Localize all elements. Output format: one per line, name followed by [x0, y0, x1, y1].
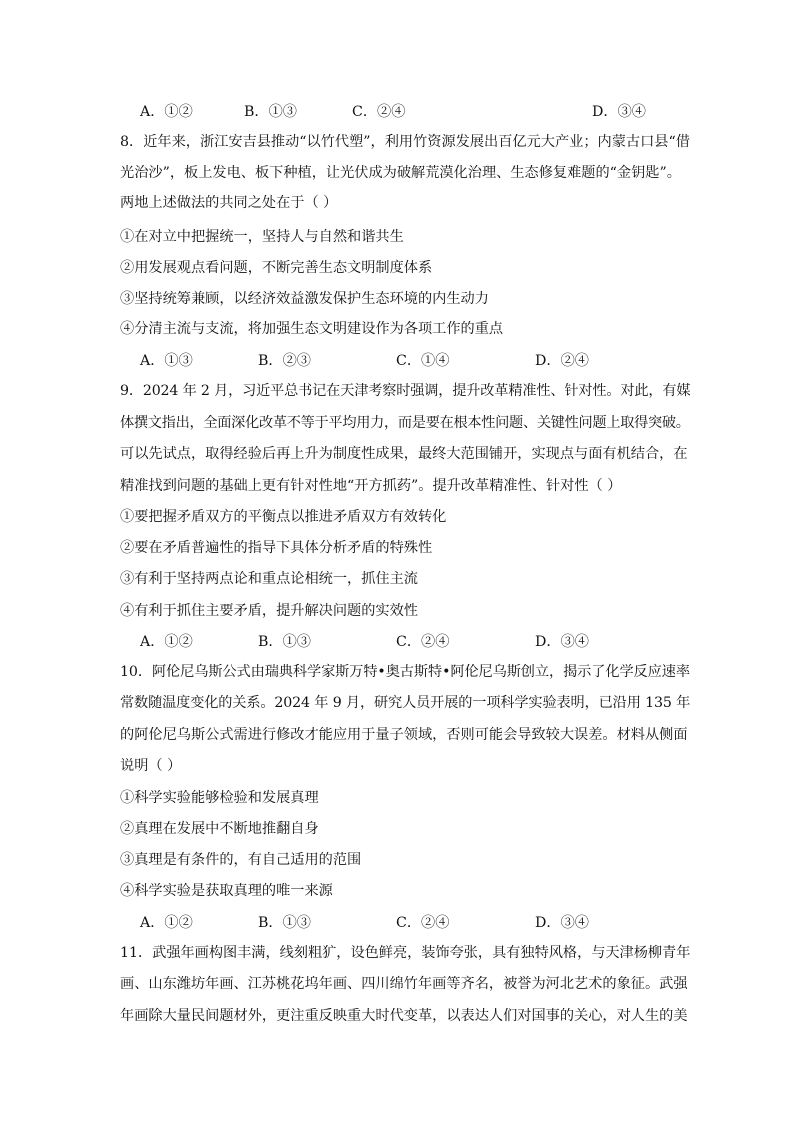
q10-statement-1: ①科学实验能够检验和发展真理 — [120, 790, 319, 806]
q9-option-b[interactable]: B．①③ — [258, 634, 311, 650]
q9-stem-line: 精准找到问题的基础上更有针对性地“开方抓药”。提升改革精准性、针对性（ ） — [120, 478, 622, 494]
q10-option-b[interactable]: B．①③ — [258, 915, 311, 931]
q8-option-a[interactable]: A．①③ — [140, 353, 193, 369]
q9-stem-line: 9．2024 年 2 月，习近平总书记在天津考察时强调，提升改革精准性、针对性。对此，有媒 — [120, 383, 690, 399]
q8-option-b[interactable]: B．②③ — [258, 353, 311, 369]
q8-statement-3: ③坚持统筹兼顾，以经济效益激发保护生态环境的内生动力 — [120, 291, 489, 307]
q9-statement-2: ②要在矛盾普遍性的指导下具体分析矛盾的特殊性 — [120, 540, 433, 556]
q8-stem-line: 两地上述做法的共同之处在于（ ） — [120, 195, 338, 211]
q8-option-d[interactable]: D．②④ — [535, 353, 589, 369]
q11-stem-line: 画、山东潍坊年画、江苏桃花坞年画、四川绵竹年画等齐名，被誉为河北艺术的象征。武强 — [120, 976, 688, 992]
q9-option-d[interactable]: D．③④ — [535, 634, 589, 650]
q11-stem-line: 年画除大量民间题材外，更注重反映重大时代变革，以表达人们对国事的关心，对人生的美 — [120, 1008, 688, 1024]
q10-statement-3: ③真理是有条件的，有自己适用的范围 — [120, 852, 362, 868]
q7-option-b[interactable]: B．①③ — [244, 104, 297, 120]
q8-stem-line: 光治沙”，板上发电、板下种植，让光伏成为破解荒漠化治理、生态修复难题的“金钥匙”。 — [120, 165, 681, 181]
q8-stem-line: 8．近年来，浙江安吉县推动“以竹代塑”，利用竹资源发展出百亿元大产业；内蒙古口县“借 — [120, 134, 690, 150]
q8-statement-4: ④分清主流与支流，将加强生态文明建设作为各项工作的重点 — [120, 321, 504, 337]
q10-option-a[interactable]: A．①② — [140, 915, 193, 931]
q7-option-a[interactable]: A．①② — [140, 104, 193, 120]
q8-statement-1: ①在对立中把握统一，坚持人与自然和谐共生 — [120, 229, 404, 245]
q9-statement-4: ④有利于抓住主要矛盾，提升解决问题的实效性 — [120, 603, 418, 619]
q10-stem-line: 的阿伦尼乌斯公式需进行修改才能应用于量子领域，否则可能会导致较大误差。材料从侧面 — [120, 727, 688, 743]
q11-stem-line: 11．武强年画构图丰满，线刻粗犷，设色鲜亮，装饰夸张，具有独特风格，与天津杨柳青年 — [120, 945, 690, 961]
q9-statement-3: ③有利于坚持两点论和重点论相统一，抓住主流 — [120, 571, 418, 587]
q9-option-a[interactable]: A．①② — [140, 634, 193, 650]
q10-option-c[interactable]: C．②④ — [396, 915, 450, 931]
q10-option-d[interactable]: D．③④ — [535, 915, 589, 931]
q8-statement-2: ②用发展观点看问题，不断完善生态文明制度体系 — [120, 260, 433, 276]
q10-stem-line: 说明（ ） — [120, 758, 182, 774]
q9-stem-line: 可以先试点，取得经验后再上升为制度性成果，最终大范围铺开，实现点与面有机结合，在 — [120, 446, 688, 462]
q9-statement-1: ①要把握矛盾双方的平衡点以推进矛盾双方有效转化 — [120, 509, 447, 525]
q7-option-d[interactable]: D．③④ — [592, 104, 646, 120]
q8-option-c[interactable]: C．①④ — [396, 353, 450, 369]
q10-statement-4: ④科学实验是获取真理的唯一来源 — [120, 883, 333, 899]
q10-stem-line: 常数随温度变化的关系。2024 年 9 月，研究人员开展的一项科学实验表明，已沿用 135 年 — [120, 695, 690, 711]
q10-statement-2: ②真理在发展中不断地推翻自身 — [120, 821, 319, 837]
q9-stem-line: 体撰文指出，全面深化改革不等于平均用力，而是要在根本性问题、关键性问题上取得突破。 — [120, 415, 690, 431]
q9-option-c[interactable]: C．②④ — [396, 634, 450, 650]
q10-stem-line: 10．阿伦尼乌斯公式由瑞典科学家斯万特•奥古斯特•阿伦尼乌斯创立，揭示了化学反应速率 — [120, 664, 690, 680]
q7-option-c[interactable]: C．②④ — [352, 104, 406, 120]
